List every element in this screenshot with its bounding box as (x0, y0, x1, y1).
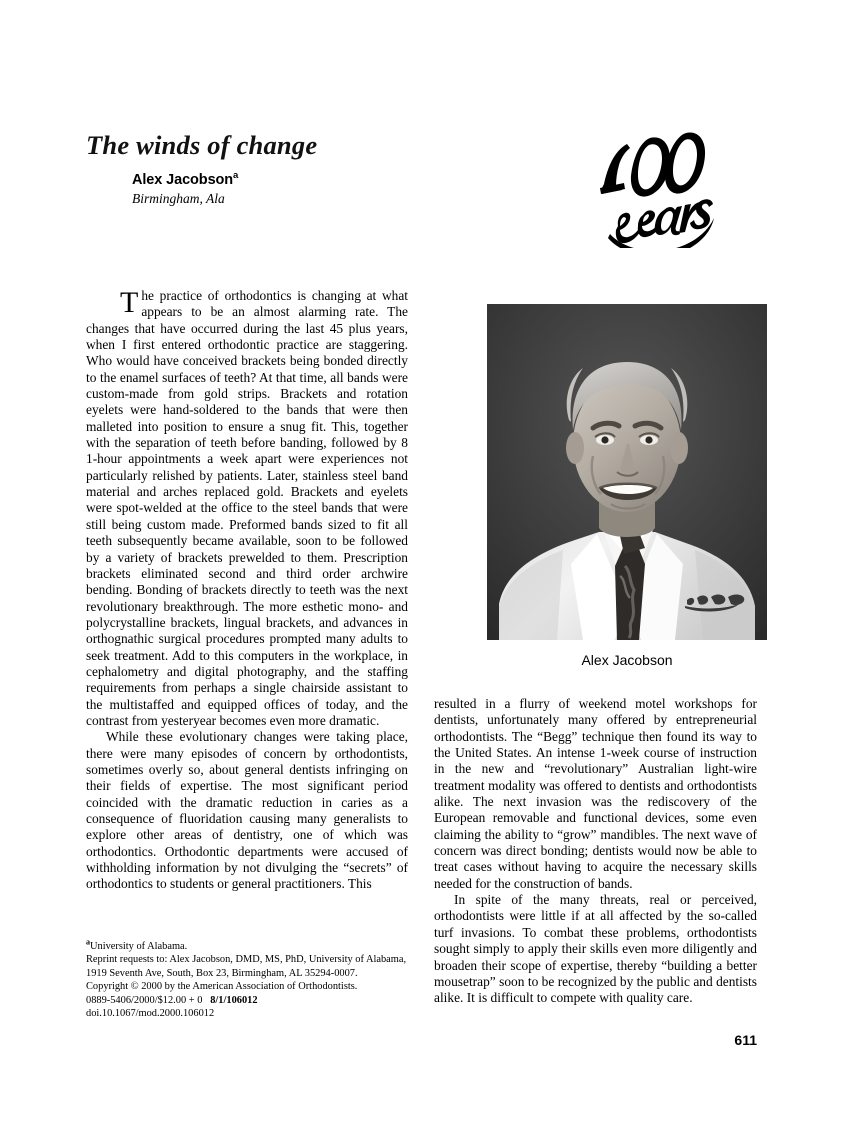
author-block (132, 172, 238, 207)
paragraph-left-2: While these evolutionary changes were taking place, there were many episodes of concern by orthodontists, sometimes overly so, about general dentists infringing on their fields of expertise. The most significant period coincided with the dramatic reduction in caries as a consequence of fluoridation causing many generalists to explore other areas of dentistry, one of which was orthodontics. Orthodontic departments were accused of withholding information by not divulging the “secrets” of orthodontics to students or general practitioners. This (86, 729, 408, 892)
footnote-affiliation (86, 937, 416, 953)
footnote-issn-line (86, 994, 416, 1007)
footnote-reprint-line-2: 1919 Seventh Ave, South, Box 23, Birmingham, AL 35294-0007. (86, 967, 358, 979)
portrait-photo (487, 304, 767, 640)
anniversary-100-years-logo (588, 122, 724, 248)
footnote-block (86, 937, 416, 1020)
paragraph-opening (86, 288, 408, 729)
paragraph-right-1: resulted in a flurry of weekend motel workshops for dentists, unfortunately many offered by entrepreneurial orthodontists. The “Begg” technique then found its way to the United States. An intense 1-week course of instruction in the new and “revolutionary” Australian light-wire treatment modality was offered to dentists and orthodontists alike. The next invasion was the rediscovery of the European removable and functional devices, some even claiming the ability to “grow” mandibles. The next wave of concern was direct bonding; dentists would now be able to treat cases without having to acquire the necessary skills needed for the construction of bands. (434, 696, 757, 891)
author-location: Birmingham, Ala (132, 191, 225, 206)
author-name-text: Alex Jacobson (132, 172, 234, 188)
paragraph-opening-text: he practice of orthodontics is changing at what appears to be an almost alarming rate. The changes that have occurred during the last 45 plus years, when I first entered orthodontic practice are staggering. Who would have conceived brackets being bonded directly to the enamel surfaces of teeth? At that time, all bands were custom-made from gold strips. Brackets and rotation eyelets were hand-soldered to the bands that were then malleted into position to ensure a snug fit. This, together with the separation of teeth before banding, followed by 8 1-hour appointments a week apart were experiences not particularly relished by patients. Later, stainless steel band material and arches replaced gold. Brackets and eyelets were spot-welded at the office to the steel bands that were still being custom made. Preformed bands sized to fit all teeth subsequently became available, soon to be followed by a variety of brackets prewelded to them. Prescription brackets eliminated second and third order archwire bending. Bonding of brackets directly to teeth was the next revolutionary breakthrough. The more esthetic mono- and polycrystalline brackets, lingual brackets, and advances in orthognathic surgical procedures prompted many adults to seek treatment. Add to this computers in the workplace, in cephalometry and digital photography, and the staffing requirements from perhaps a single chairside assistant to the multistaffed and equipped offices of today, and the contrast from yesteryear becomes even more dramatic. (86, 288, 408, 728)
drop-cap: T (120, 286, 139, 319)
footnote-affiliation-text: University of Alabama. (90, 941, 188, 952)
footnote-copyright: Copyright © 2000 by the American Association of Orthodontists. (86, 981, 358, 993)
body-column-right (434, 696, 757, 1007)
footnote-article-code: 8/1/106012 (210, 994, 258, 1006)
body-column-left (86, 288, 408, 893)
footnote-marker: a (86, 937, 90, 947)
author-affiliation-marker: a (233, 170, 239, 182)
footnote-reprint-line-1: Reprint requests to: Alex Jacobson, DMD, MS, PhD, University of Alabama, (86, 954, 407, 966)
portrait-caption: Alex Jacobson (581, 652, 673, 668)
footnote-issn: 0889-5406/2000/$12.00 + 0 (86, 994, 203, 1006)
author-name (132, 172, 238, 188)
footnote-doi: doi.10.1067/mod.2000.106012 (86, 1008, 215, 1020)
portrait-figure (487, 304, 767, 668)
page-number: 611 (734, 1032, 757, 1048)
paragraph-right-2: In spite of the many threats, real or perceived, orthodontists were little if at all affected by the so-called turf invasions. To combat these problems, orthodontists sought simply to apply their skills even more diligently and broaden their scope of expertise, thereby “building a better mousetrap” soon to be recognized by the public and dentists alike. It is difficult to compete with quality care. (434, 892, 757, 1006)
page-title: The winds of change (86, 129, 318, 160)
